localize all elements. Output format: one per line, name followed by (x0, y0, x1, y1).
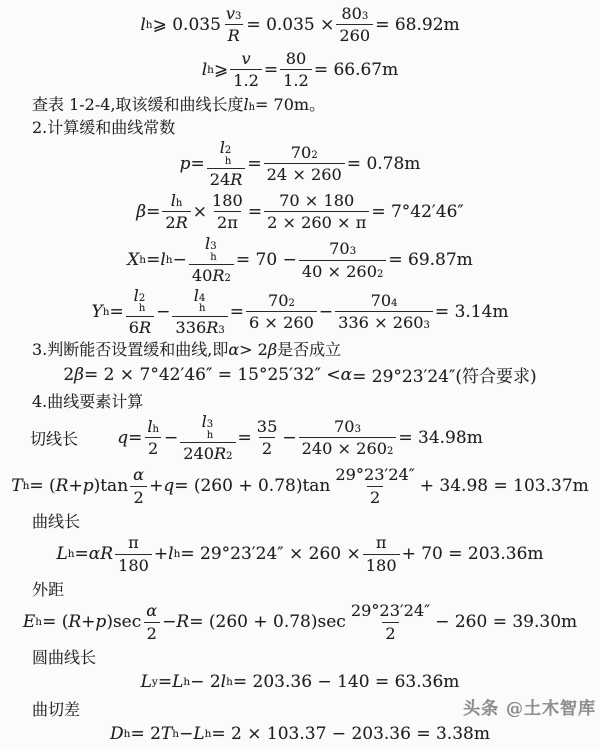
fraction: l 3 h 40 R $_2$ (189, 234, 234, 285)
document-body (0, 2, 600, 749)
stacked-scripts: 2 h (224, 145, 232, 167)
formula-xh-content: X h = l h − l 3 h 40 R $_2$ = 70 − 70 $_3$ 40 × 260 $_2$ = 69.87m (127, 234, 473, 286)
fraction: 80 $_3$ 260 (336, 4, 373, 46)
fraction: $\frac{\pi}{180}$ (363, 533, 400, 575)
formula-eh (0, 600, 600, 645)
fraction: $\frac{29^\circ 23'24''}{2}$ (350, 601, 431, 643)
fraction: l $_h$ 2 R (162, 191, 190, 233)
stacked-scripts: 3 h (206, 419, 214, 441)
fraction: $\frac{70 \times 180}{2 \times 260 \times \pi}$ (264, 191, 369, 233)
fraction: $\frac{180}{2\pi}$ (212, 191, 243, 233)
fraction: l 3 h 240 R $_2$ (180, 412, 235, 463)
fraction: 70 $_4$ 336 × 260 $_3$ (335, 291, 433, 333)
formula-lh-min-speed (0, 2, 600, 47)
label-curve-length (0, 509, 600, 532)
fraction: $\frac{29^\circ 23'24''}{2}$ (335, 465, 415, 507)
text-table-lookup (0, 92, 600, 115)
heading-step2-constants (0, 115, 600, 138)
formula-q (0, 412, 600, 463)
formula-dh (0, 720, 600, 749)
fraction: 70 $_2$ 24 × 260 (264, 143, 345, 185)
fraction: l 2 h 6 R (126, 286, 154, 337)
watermark: 头条 @土木智库 (463, 699, 596, 719)
formula-yh-content: Y h = l 2 h 6 R − l 4 h 336 R $_3$ = 70 $_2$ 6 × 260 − 70 $_4$ 336 × 260 $_3$ = 3.14m (91, 285, 509, 337)
fraction: v $_3$ R (225, 3, 242, 45)
formula-lh-total-content: L h = αR $\frac{\pi}{180}$ + l h = 29°23′24″ × 260 × $\frac{\pi}{180}$ + 70 = 203.36m (56, 533, 544, 575)
formula-beta-content: β = l $_h$ 2 R × $\frac{180}{2\pi}$ = $\frac{70 \times 180}{2 \times 260 \times \pi}$ = 7°42′46″ (136, 191, 464, 233)
heading-step4-elements (0, 389, 600, 412)
label-circular-curve-length-content: 圆曲线长 (32, 647, 97, 667)
formula-lh-total (0, 532, 600, 577)
formula-beta (0, 189, 600, 234)
formula-p-content: p = l 2 h 24 R = 70 $_2$ 24 × 260 = 0.78m (179, 138, 421, 190)
heading-step4-elements-content: 4.曲线要素计算 (32, 392, 144, 412)
formula-ly-content: L y = L h − 2 l h = 203.36 − 140 = 63.36m (140, 672, 460, 693)
fraction: $\frac{\pi}{180}$ (115, 533, 152, 575)
formula-p (0, 138, 600, 189)
formula-ly (0, 668, 600, 697)
label-curve-tangent-difference-content: 曲切差 (32, 699, 81, 719)
formula-dh-content: D h = 2 T h − L h = 2 × 103.37 − 203.36 = 3.38m (110, 724, 490, 745)
fraction: l $_h$ 2 (144, 417, 162, 459)
formula-2beta-check (0, 360, 600, 389)
formula-th-content: T h = ( R + p )tan $\frac{\alpha}{2}$ + q = (260 + 0.78)tan $\frac{29^\circ 23'24''}{2}$ + 34.98 = 103.37m (11, 465, 589, 507)
label-circular-curve-length (0, 645, 600, 668)
label-external-distance (0, 577, 600, 600)
formula-2beta-check-content: 2 β = 2 × 7°42′46″ = 15°25′32″ < α = 29°23′24″(符合要求) (63, 364, 537, 388)
fraction: 70 $_3$ 40 × 260 $_2$ (299, 239, 387, 281)
label-external-distance-content: 外距 (32, 579, 65, 599)
formula-q-content: q = l $_h$ 2 − l 3 h 240 R $_2$ = $\frac{35}{2}$ − 70 $_3$ 240 × 260 $_2$ = 34.98m (117, 412, 483, 464)
stacked-scripts: 3 h (210, 241, 217, 263)
heading-step3-check (0, 337, 600, 360)
fraction: l 4 h 336 R $_3$ (172, 286, 227, 337)
formula-th (0, 464, 600, 509)
heading-step2-constants-content: 2.计算缓和曲线常数 (32, 118, 176, 137)
formula-lh-min-ratio (0, 47, 600, 92)
formula-xh (0, 234, 600, 285)
text-table-lookup-content: 查表 1-2-4,取该缓和曲线长度 l h = 70m。 (32, 95, 326, 114)
stacked-scripts: 4 h (198, 292, 206, 315)
formula-eh-content: E h = ( R + p )sec $\frac{\alpha}{2}$ − R = (260 + 0.78)sec $\frac{29^\circ 23'24''}{2}$ − 260 = 39.30m (22, 601, 578, 643)
fraction: 70 $_3$ 240 × 260 $_2$ (299, 417, 397, 459)
heading-step3-check-content: 3.判断能否设置缓和曲线,即 α > 2 β 是否成立 (32, 340, 342, 360)
fraction: $\frac{\alpha}{2}$ (130, 465, 147, 507)
fraction: $\frac{35}{2}$ (256, 417, 278, 459)
fraction: $\frac{\alpha}{2}$ (143, 601, 160, 643)
formula-lh-min-ratio-content: l h ⩾ $\frac{v}{1.2}$ = $\frac{80}{1.2}$ = 66.67m (201, 48, 399, 90)
formula-q-side-label: 切线长 (30, 429, 79, 449)
stacked-scripts: 2 h (138, 292, 146, 315)
fraction: l 2 h 24 R (207, 138, 246, 189)
fraction: $\frac{v}{1.2}$ (230, 49, 262, 91)
fraction: $\frac{80}{1.2}$ (280, 49, 312, 91)
formula-yh (0, 286, 600, 337)
label-curve-length-content: 曲线长 (32, 511, 81, 531)
fraction: 70 $_2$ 6 × 260 (246, 291, 317, 333)
formula-lh-min-speed-content: l h ⩾ 0.035 v $_3$ R = 0.035 × 80 $_3$ 260 = 68.92m (140, 3, 460, 45)
